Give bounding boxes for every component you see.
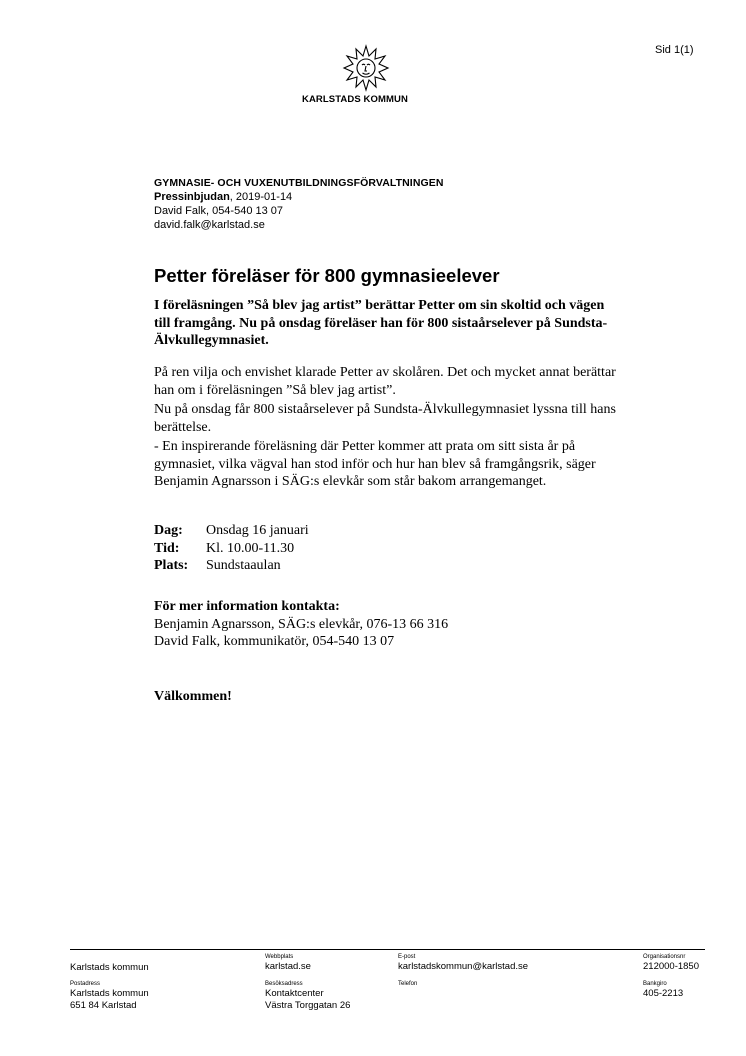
footer-visit: [265, 980, 350, 1012]
footer-email: [398, 953, 528, 973]
doc-date: , 2019-01-14: [229, 191, 293, 203]
detail-row: [154, 557, 309, 575]
contact-line: David Falk, kommunikatör, 054-540 13 07: [154, 634, 395, 649]
footer-value: 405-2213: [643, 988, 684, 999]
detail-row: [154, 540, 309, 558]
event-details: [154, 522, 309, 575]
footer-web: [265, 953, 311, 973]
footer-orgnr: [643, 953, 699, 973]
body-paragraph: - En inspirerande föreläsning där Petter kommer att prata om sitt sista år på gymnasiet, vilka vägval han stod inför och hur han blev så framgångsrik, säger Benjamin Agnarsson i SÄG:s elevkår som står bakom arrangemanget.: [154, 439, 596, 489]
footer-caption: Besöksadress: [265, 981, 303, 987]
organization-name: KARLSTADS KOMMUN: [302, 94, 408, 105]
detail-value: Sundstaaulan: [206, 558, 281, 573]
footer-caption: Telefon: [398, 981, 418, 987]
footer-value: 212000-1850: [643, 961, 699, 972]
contact-line: Benjamin Agnarsson, SÄG:s elevkår, 076-13 66 316: [154, 616, 449, 632]
sender-block: [154, 176, 444, 232]
detail-row: [154, 522, 309, 540]
contact-info: [154, 598, 448, 651]
footer-caption: Webbplats: [265, 954, 294, 960]
footer-value: Västra Torggatan 26: [265, 1000, 351, 1011]
doc-type-line: [154, 190, 444, 204]
department-name: GYMNASIE- OCH VUXENUTBILDNINGSFÖRVALTNINGEN: [154, 177, 444, 189]
footer-value[interactable]: karlstad.se: [265, 961, 311, 972]
detail-value: Kl. 10.00-11.30: [206, 540, 295, 556]
footer-caption: Bankgiro: [643, 981, 667, 987]
detail-label: Dag:: [154, 523, 183, 538]
welcome-text: Välkommen!: [154, 689, 232, 704]
body-text: [154, 364, 624, 493]
detail-label: Plats:: [154, 558, 189, 573]
footer-postal: [70, 980, 149, 1012]
sender-email[interactable]: david.falk@karlstad.se: [154, 219, 265, 231]
footer-caption: Postadress: [70, 981, 101, 987]
footer-value: 651 84 Karlstad: [70, 1000, 137, 1011]
sender-contact: David Falk, 054-540 13 07: [154, 205, 284, 217]
footer-value: Karlstads kommun: [70, 988, 149, 999]
doc-type: Pressinbjudan: [154, 191, 230, 203]
contact-heading: För mer information kontakta:: [154, 599, 340, 614]
footer-phone: [398, 980, 417, 988]
body-paragraph: Nu på onsdag får 800 sistaårselever på Sundsta-Älvkullegymnasiet lyssna till hans berättelse.: [154, 402, 616, 435]
headline: Petter föreläser för 800 gymnasieelever: [154, 265, 500, 286]
footer-value[interactable]: karlstadskommun@karlstad.se: [398, 961, 529, 972]
detail-value: Onsdag 16 januari: [206, 523, 309, 538]
footer-name: Karlstads kommun: [70, 962, 149, 973]
page-number: Sid 1(1): [655, 44, 694, 56]
body-paragraph: På ren vilja och envishet klarade Petter av skolåren. Det och mycket annat berättar han om i föreläsningen ”Så blev jag artist”.: [154, 365, 616, 398]
footer-divider: [70, 949, 705, 950]
footer-bankgiro: [643, 980, 683, 1000]
footer-caption: E-post: [398, 954, 416, 960]
footer-caption: Organisationsnr: [643, 954, 686, 960]
detail-label: Tid:: [154, 540, 180, 556]
lead-paragraph: I föreläsningen ”Så blev jag artist” berättar Petter om sin skoltid och vägen till framgång. Nu på onsdag föreläser han för 800 sistaårselever på Sundsta-Älvkullegymnasiet.: [154, 298, 608, 348]
sun-logo-icon: [342, 44, 390, 92]
footer-value: Kontaktcenter: [265, 988, 324, 999]
